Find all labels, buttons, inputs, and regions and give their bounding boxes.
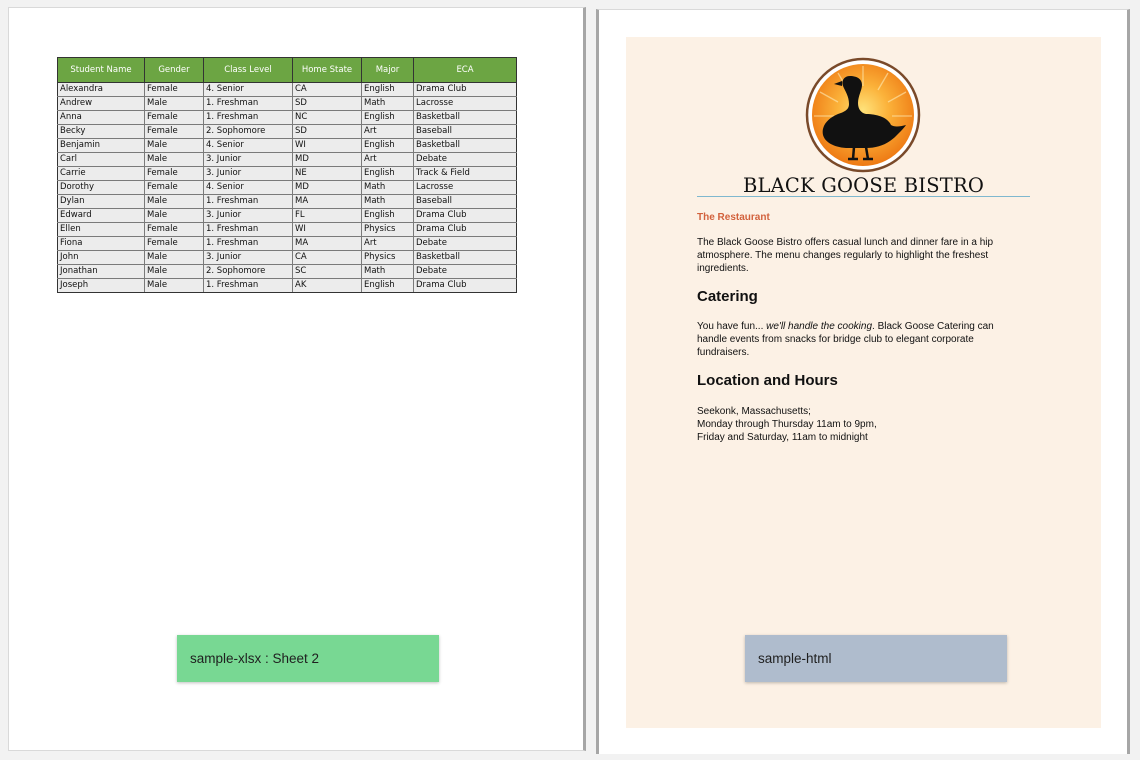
column-header: Class Level: [204, 58, 293, 83]
restaurant-label: The Restaurant: [697, 212, 770, 223]
file-caption-html[interactable]: sample-html: [745, 635, 1007, 682]
table-cell: Female: [145, 223, 204, 237]
table-row: [58, 251, 517, 265]
table-cell: Math: [362, 195, 414, 209]
column-header: Home State: [293, 58, 362, 83]
table-cell: Jonathan: [58, 265, 145, 279]
table-cell: SD: [293, 97, 362, 111]
table-cell: MD: [293, 181, 362, 195]
table-cell: 1. Freshman: [204, 223, 293, 237]
table-cell: Fiona: [58, 237, 145, 251]
table-row: [58, 209, 517, 223]
table-cell: AK: [293, 279, 362, 293]
table-cell: 4. Senior: [204, 139, 293, 153]
table-cell: Art: [362, 237, 414, 251]
table-cell: 3. Junior: [204, 153, 293, 167]
table-cell: Art: [362, 125, 414, 139]
table-cell: 1. Freshman: [204, 111, 293, 125]
table-cell: 1. Freshman: [204, 279, 293, 293]
table-cell: Drama Club: [414, 209, 517, 223]
spreadsheet-table: [57, 57, 517, 293]
table-cell: Drama Club: [414, 83, 517, 97]
table-row: [58, 223, 517, 237]
location-heading: Location and Hours: [697, 372, 838, 389]
table-cell: 3. Junior: [204, 251, 293, 265]
table-cell: Anna: [58, 111, 145, 125]
table-cell: Basketball: [414, 139, 517, 153]
table-cell: MA: [293, 237, 362, 251]
table-cell: FL: [293, 209, 362, 223]
bistro-title: BLACK GOOSE BISTRO: [742, 174, 985, 197]
table-row: [58, 195, 517, 209]
table-cell: English: [362, 167, 414, 181]
table-cell: Carrie: [58, 167, 145, 181]
table-cell: WI: [293, 223, 362, 237]
table-row: [58, 237, 517, 251]
table-cell: John: [58, 251, 145, 265]
table-cell: English: [362, 279, 414, 293]
table-cell: English: [362, 209, 414, 223]
table-cell: Art: [362, 153, 414, 167]
location-line: Seekonk, Massachusetts;: [697, 406, 811, 417]
column-header: ECA: [414, 58, 517, 83]
table-cell: Physics: [362, 223, 414, 237]
catering-text-italic: we'll handle the cooking: [766, 321, 873, 332]
table-cell: Male: [145, 251, 204, 265]
table-cell: Carl: [58, 153, 145, 167]
table-row: [58, 279, 517, 293]
table-cell: SD: [293, 125, 362, 139]
table-cell: Dylan: [58, 195, 145, 209]
restaurant-text: The Black Goose Bistro offers casual lunch and dinner fare in a hip atmosphere. The menu changes regularly to highlight the freshest ingredients.: [697, 237, 994, 274]
catering-text-plain: You have fun...: [697, 321, 767, 332]
table-row: [58, 125, 517, 139]
table-cell: 1. Freshman: [204, 195, 293, 209]
table-cell: Male: [145, 279, 204, 293]
table-cell: Female: [145, 237, 204, 251]
table-cell: Ellen: [58, 223, 145, 237]
table-row: [58, 139, 517, 153]
catering-text: [697, 320, 1017, 359]
table-cell: 3. Junior: [204, 167, 293, 181]
table-row: [58, 111, 517, 125]
title-underline: [697, 196, 1030, 197]
table-cell: Female: [145, 125, 204, 139]
table-cell: Basketball: [414, 251, 517, 265]
table-cell: CA: [293, 251, 362, 265]
table-cell: Male: [145, 265, 204, 279]
table-cell: 4. Senior: [204, 83, 293, 97]
location-line: Friday and Saturday, 11am to midnight: [697, 432, 868, 443]
table-cell: WI: [293, 139, 362, 153]
table-cell: Drama Club: [414, 223, 517, 237]
table-row: [58, 97, 517, 111]
table-cell: Drama Club: [414, 279, 517, 293]
table-cell: Male: [145, 153, 204, 167]
table-row: [58, 181, 517, 195]
file-caption-xlsx[interactable]: sample-xlsx : Sheet 2: [177, 635, 439, 682]
column-header: Student Name: [58, 58, 145, 83]
table-row: [58, 83, 517, 97]
location-line: Monday through Thursday 11am to 9pm,: [697, 419, 877, 430]
table-cell: Male: [145, 209, 204, 223]
table-cell: Benjamin: [58, 139, 145, 153]
table-cell: Track & Field: [414, 167, 517, 181]
table-row: [58, 167, 517, 181]
table-cell: Andrew: [58, 97, 145, 111]
table-cell: SC: [293, 265, 362, 279]
preview-page-xlsx: [8, 7, 586, 751]
table-cell: Female: [145, 181, 204, 195]
table-cell: Lacrosse: [414, 181, 517, 195]
table-cell: MA: [293, 195, 362, 209]
table-row: [58, 153, 517, 167]
table-cell: CA: [293, 83, 362, 97]
table-cell: Joseph: [58, 279, 145, 293]
table-cell: Basketball: [414, 111, 517, 125]
table-cell: Male: [145, 195, 204, 209]
table-cell: Math: [362, 181, 414, 195]
table-cell: 2. Sophomore: [204, 265, 293, 279]
goose-logo: [804, 56, 922, 174]
table-cell: Baseball: [414, 195, 517, 209]
table-cell: English: [362, 83, 414, 97]
table-cell: Male: [145, 139, 204, 153]
catering-heading: Catering: [697, 288, 758, 305]
table-cell: Physics: [362, 251, 414, 265]
table-cell: 1. Freshman: [204, 97, 293, 111]
goose-icon: [804, 56, 922, 174]
table-cell: Math: [362, 265, 414, 279]
table-cell: English: [362, 139, 414, 153]
preview-page-html: [596, 9, 1130, 754]
table-cell: English: [362, 111, 414, 125]
table-cell: Debate: [414, 153, 517, 167]
table-cell: MD: [293, 153, 362, 167]
table-cell: Edward: [58, 209, 145, 223]
table-cell: Female: [145, 83, 204, 97]
location-text: [697, 405, 1017, 444]
table-row: [58, 265, 517, 279]
catering-text-rest: . Black Goose Catering can handle events from snacks for bridge club to elegant corporate fundraisers.: [697, 321, 994, 358]
table-cell: Lacrosse: [414, 97, 517, 111]
table-cell: NE: [293, 167, 362, 181]
table-cell: 4. Senior: [204, 181, 293, 195]
table-cell: Female: [145, 111, 204, 125]
table-cell: Math: [362, 97, 414, 111]
table-cell: 2. Sophomore: [204, 125, 293, 139]
table-cell: Alexandra: [58, 83, 145, 97]
table-cell: Becky: [58, 125, 145, 139]
table-cell: Dorothy: [58, 181, 145, 195]
table-body: [58, 83, 517, 293]
html-document-preview: [626, 37, 1101, 728]
column-header: Major: [362, 58, 414, 83]
table-cell: 3. Junior: [204, 209, 293, 223]
table-cell: 1. Freshman: [204, 237, 293, 251]
table-cell: Baseball: [414, 125, 517, 139]
table-cell: NC: [293, 111, 362, 125]
column-header: Gender: [145, 58, 204, 83]
table-cell: Debate: [414, 265, 517, 279]
table-cell: Male: [145, 97, 204, 111]
table-header-row: [58, 58, 517, 83]
table-cell: Debate: [414, 237, 517, 251]
table-cell: Female: [145, 167, 204, 181]
